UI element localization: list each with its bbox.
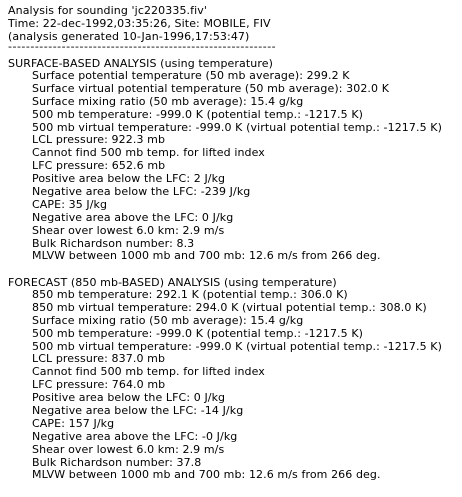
generated-date-line: (analysis generated 10-Jan-1996,17:53:47) — [8, 30, 250, 43]
surface-results-list — [8, 70, 442, 263]
negative-area-below-lfc: Negative area below the LFC: -14 J/kg — [32, 404, 244, 418]
report-header — [8, 4, 276, 51]
negative-area-above-lfc: Negative area above the LFC: -0 J/kg — [32, 429, 238, 443]
positive-area-below-lfc: Positive area below the LFC: 0 J/kg — [32, 391, 226, 405]
forecast-section-title: FORECAST (850 mb-BASED) ANALYSIS (using temperature) — [8, 276, 337, 289]
500mb-temperature: 500 mb temperature: -999.0 K (potential temp.: -1217.5 K) — [32, 326, 364, 340]
surface-mixing-ratio: Surface mixing ratio (50 mb average): 15.4 g/kg — [32, 313, 304, 327]
positive-area-below-lfc: Positive area below the LFC: 2 J/kg — [32, 172, 226, 186]
lcl-pressure: LCL pressure: 922.3 mb — [32, 133, 166, 147]
lfc-pressure: LFC pressure: 764.0 mb — [32, 378, 166, 392]
lcl-pressure: LCL pressure: 837.0 mb — [32, 352, 166, 366]
negative-area-below-lfc: Negative area below the LFC: -239 J/kg — [32, 185, 251, 199]
shear-lowest-6km: Shear over lowest 6.0 km: 2.9 m/s — [32, 442, 225, 456]
lfc-pressure: LFC pressure: 652.6 mb — [32, 159, 166, 173]
500mb-temperature: 500 mb temperature: -999.0 K (potential temp.: -1217.5 K) — [32, 107, 364, 121]
surface-based-analysis-section — [8, 57, 442, 263]
850mb-temperature: 850 mb temperature: 292.1 K (potential temp.: 306.0 K) — [32, 288, 348, 301]
850mb-virtual-temperature: 850 mb virtual temperature: 294.0 K (virtual potential temp.: 308.0 K) — [32, 300, 427, 314]
time-site-line: Time: 22-dec-1992,03:35:26, Site: MOBILE, FIV — [8, 17, 271, 30]
mlvw: MLVW between 1000 mb and 700 mb: 12.6 m/s from 266 deg. — [32, 468, 381, 482]
500mb-virtual-temperature: 500 mb virtual temperature: -999.0 K (virtual potential temp.: -1217.5 K) — [32, 339, 442, 353]
cape: CAPE: 35 J/kg — [32, 197, 108, 211]
surface-virtual-potential-temperature: Surface virtual potential temperature (50 mb average): 302.0 K — [32, 81, 390, 95]
bulk-richardson-number: Bulk Richardson number: 8.3 — [32, 236, 195, 250]
forecast-analysis-section — [8, 276, 442, 482]
shear-lowest-6km: Shear over lowest 6.0 km: 2.9 m/s — [32, 223, 225, 237]
bulk-richardson-number: Bulk Richardson number: 37.8 — [32, 455, 202, 469]
negative-area-above-lfc: Negative area above the LFC: 0 J/kg — [32, 210, 234, 224]
lifted-index-note: Cannot find 500 mb temp. for lifted index — [32, 146, 265, 160]
surface-potential-temperature: Surface potential temperature (50 mb average): 299.2 K — [32, 69, 350, 82]
sounding-file-line: Analysis for sounding 'jc220335.fiv' — [8, 4, 208, 17]
header-separator: ------------------------------------------------------------ — [8, 40, 277, 53]
lifted-index-note: Cannot find 500 mb temp. for lifted index — [32, 365, 265, 379]
500mb-virtual-temperature: 500 mb virtual temperature: -999.0 K (virtual potential temp.: -1217.5 K) — [32, 120, 442, 134]
surface-section-title: SURFACE-BASED ANALYSIS (using temperature) — [8, 57, 274, 70]
mlvw: MLVW between 1000 mb and 700 mb: 12.6 m/s from 266 deg. — [32, 249, 381, 263]
surface-mixing-ratio: Surface mixing ratio (50 mb average): 15.4 g/kg — [32, 94, 304, 108]
cape: CAPE: 157 J/kg — [32, 416, 115, 430]
forecast-results-list — [8, 289, 442, 482]
